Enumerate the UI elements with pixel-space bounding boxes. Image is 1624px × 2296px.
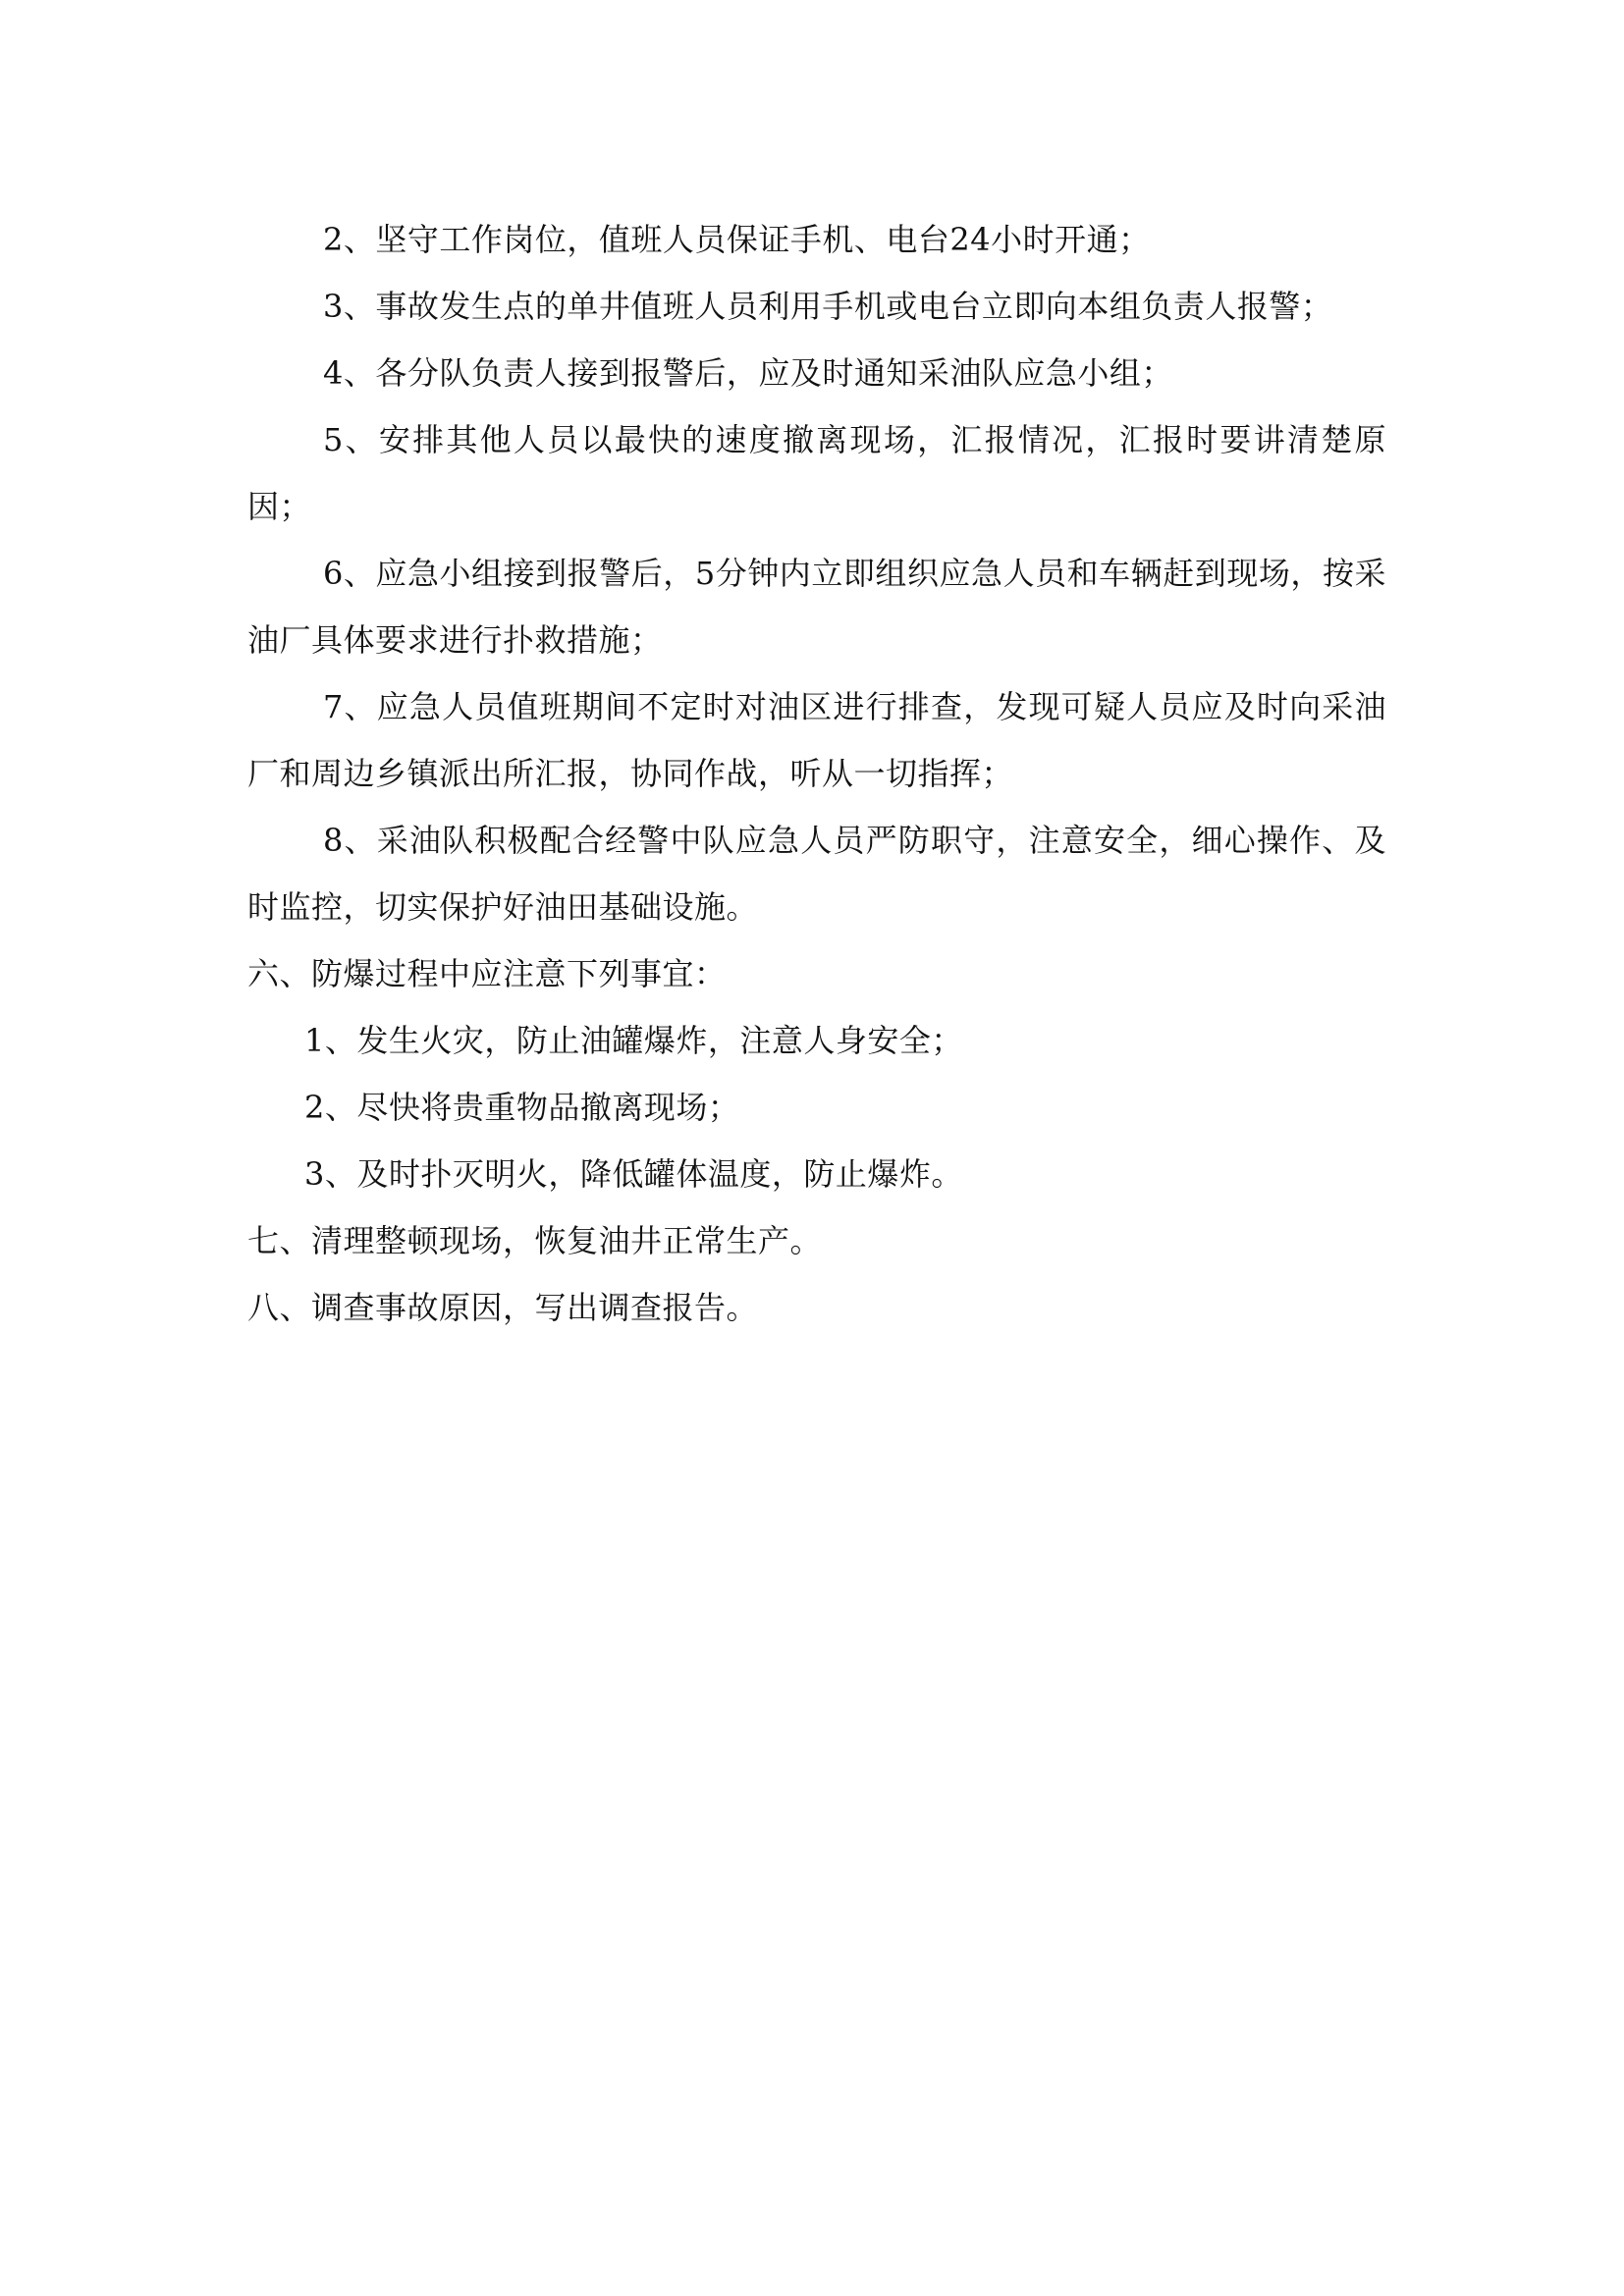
section-heading-six: 六、防爆过程中应注意下列事宜：	[247, 955, 727, 992]
section-heading-eight: 八、调查事故原因，写出调查报告。	[247, 1289, 759, 1326]
paragraph-item-8: 8、采油队积极配合经警中队应急人员严防职守，注意安全，细心操作、及时监控，切实保护好油田基础设施。	[247, 822, 1386, 926]
section-heading-seven: 七、清理整顿现场，恢复油井正常生产。	[247, 1222, 823, 1259]
document-body	[247, 206, 1386, 1341]
subitem-2: 2、尽快将贵重物品撤离现场；	[304, 1089, 740, 1126]
subitem-1: 1、发生火灾，防止油罐爆炸，注意人身安全；	[304, 1022, 963, 1059]
paragraph-item-2: 2、坚守工作岗位，值班人员保证手机、电台24小时开通；	[323, 221, 1151, 258]
paragraph-item-4: 4、各分队负责人接到报警后，应及时通知采油队应急小组；	[323, 354, 1173, 392]
paragraph-item-3: 3、事故发生点的单井值班人员利用手机或电台立即向本组负责人报警；	[323, 288, 1333, 325]
subitem-3: 3、及时扑灭明火，降低罐体温度，防止爆炸。	[304, 1155, 963, 1193]
paragraph-item-7: 7、应急人员值班期间不定时对油区进行排查，发现可疑人员应及时向采油厂和周边乡镇派出所汇报，协同作战，听从一切指挥；	[247, 688, 1386, 792]
paragraph-item-5: 5、安排其他人员以最快的速度撤离现场，汇报情况，汇报时要讲清楚原因；	[247, 421, 1386, 525]
paragraph-item-6: 6、应急小组接到报警后，5分钟内立即组织应急人员和车辆赶到现场，按采油厂具体要求进行扑救措施；	[247, 555, 1386, 659]
